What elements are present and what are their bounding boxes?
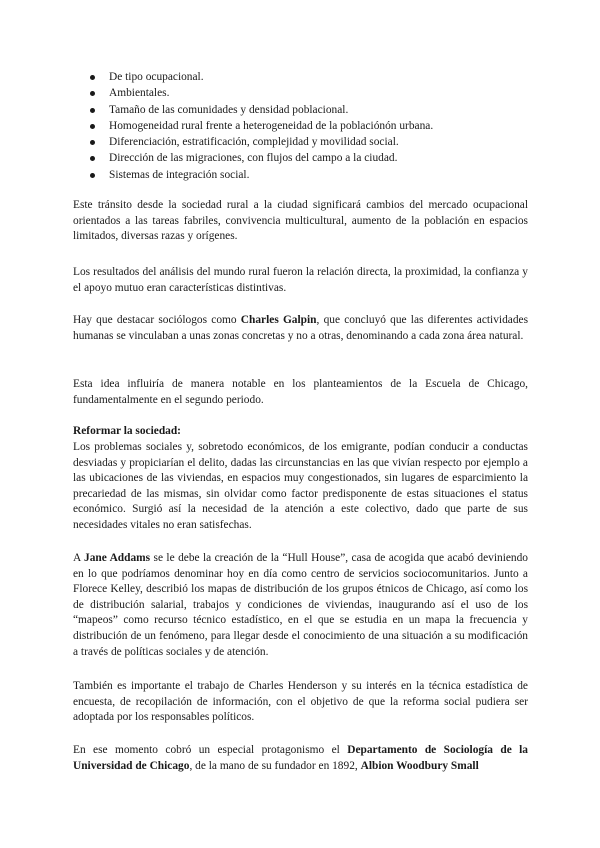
paragraph-addams — [73, 551, 528, 660]
paragraph-text: se le debe la creación de la “Hull House”, casa de acogida que acabó deviniendo en lo que podríamos denominar hoy en día como centro de servicios sociocomunitarios. Junto a Florece Kelley, describió los mapas de distribución de los grupos étnicos de Chicago, así como los de distribución salarial, trabajos y condiciones de viviendas, inaugurando así el uso de los “mapeos” como recurso técnico estadístico, en el que se estudia en un mapa la frecuencia y distribución de un fenómeno, para llegar desde el conocimiento de una situación a su modificación a través de políticas sociales y de atención. — [73, 552, 529, 658]
section-heading: Reformar la sociedad: — [73, 425, 181, 437]
paragraph-text: , de la mano de su fundador en 1892, — [189, 759, 361, 772]
person-name: Jane Addams — [84, 552, 151, 564]
paragraph-transition: Este tránsito desde la sociedad rural a la ciudad significará cambios del mercado ocupacional orientados a las tareas fabriles, convivencia multicultural, aumento de la población en espacios limitados, diversas razas y orígenes. — [73, 199, 528, 243]
paragraph-chicago-school: Esta idea influiría de manera notable en los planteamientos de la Escuela de Chicago, fundamentalmente en el segundo periodo. — [73, 378, 528, 406]
list-item: Diferenciación, estratificación, complejidad y movilidad social. — [73, 134, 533, 150]
paragraph-text: Hay que destacar sociólogos como — [73, 314, 241, 326]
paragraph-text: En ese momento cobró un especial protagonismo el — [73, 744, 348, 756]
list-item: Ambientales. — [73, 85, 533, 101]
department-name: Departamento de Sociología de la Universidad de Chicago — [73, 744, 529, 772]
paragraph-social-problems: Los problemas sociales y, sobretodo económicos, de los emigrante, podían conducir a conductas desviadas y propiciarían el delito, dadas las circunstancias en las que vivían respecto por ejemplo a las ubicaciones de las viviendas, en espacios muy congestionados, sin lugares de esparcimiento la precariedad de las mismas, sin olvidar como factor predisponente de estas situaciones el status económico. Surgió así la necesidad de la atención a este colectivo, dado que parte de sus necesidades vitales no eran satisfechas. — [73, 441, 528, 531]
list-item: Homogeneidad rural frente a heterogeneidad de la poblaciónón urbana. — [73, 118, 533, 134]
paragraph-rural-results: Los resultados del análisis del mundo rural fueron la relación directa, la proximidad, la confianza y el apoyo mutuo eran características distintivas. — [73, 266, 528, 294]
list-item: Tamaño de las comunidades y densidad poblacional. — [73, 102, 533, 118]
person-name: Albion Woodbury Small — [360, 759, 479, 772]
paragraph-henderson: También es importante el trabajo de Charles Henderson y su interés en la técnica estadística de encuesta, de recopilación de información, con el objetivo de que la reforma social pudiera ser adoptada por los responsables políticos. — [73, 680, 528, 724]
list-item: Sistemas de integración social. — [73, 167, 533, 183]
list-item: Dirección de las migraciones, con flujos del campo a la ciudad. — [73, 150, 533, 166]
factor-list — [73, 69, 533, 183]
person-name: Charles Galpin — [240, 314, 317, 326]
paragraph-text: , que concluyó que las diferentes actividades humanas se vinculaban a unas zonas concretas y no a otras, denominando a cada zona área natural. — [73, 314, 529, 342]
list-item: De tipo ocupacional. — [73, 69, 533, 85]
paragraph-galpin — [73, 313, 528, 344]
paragraph-text: A — [73, 552, 85, 564]
paragraph-department — [73, 743, 528, 774]
